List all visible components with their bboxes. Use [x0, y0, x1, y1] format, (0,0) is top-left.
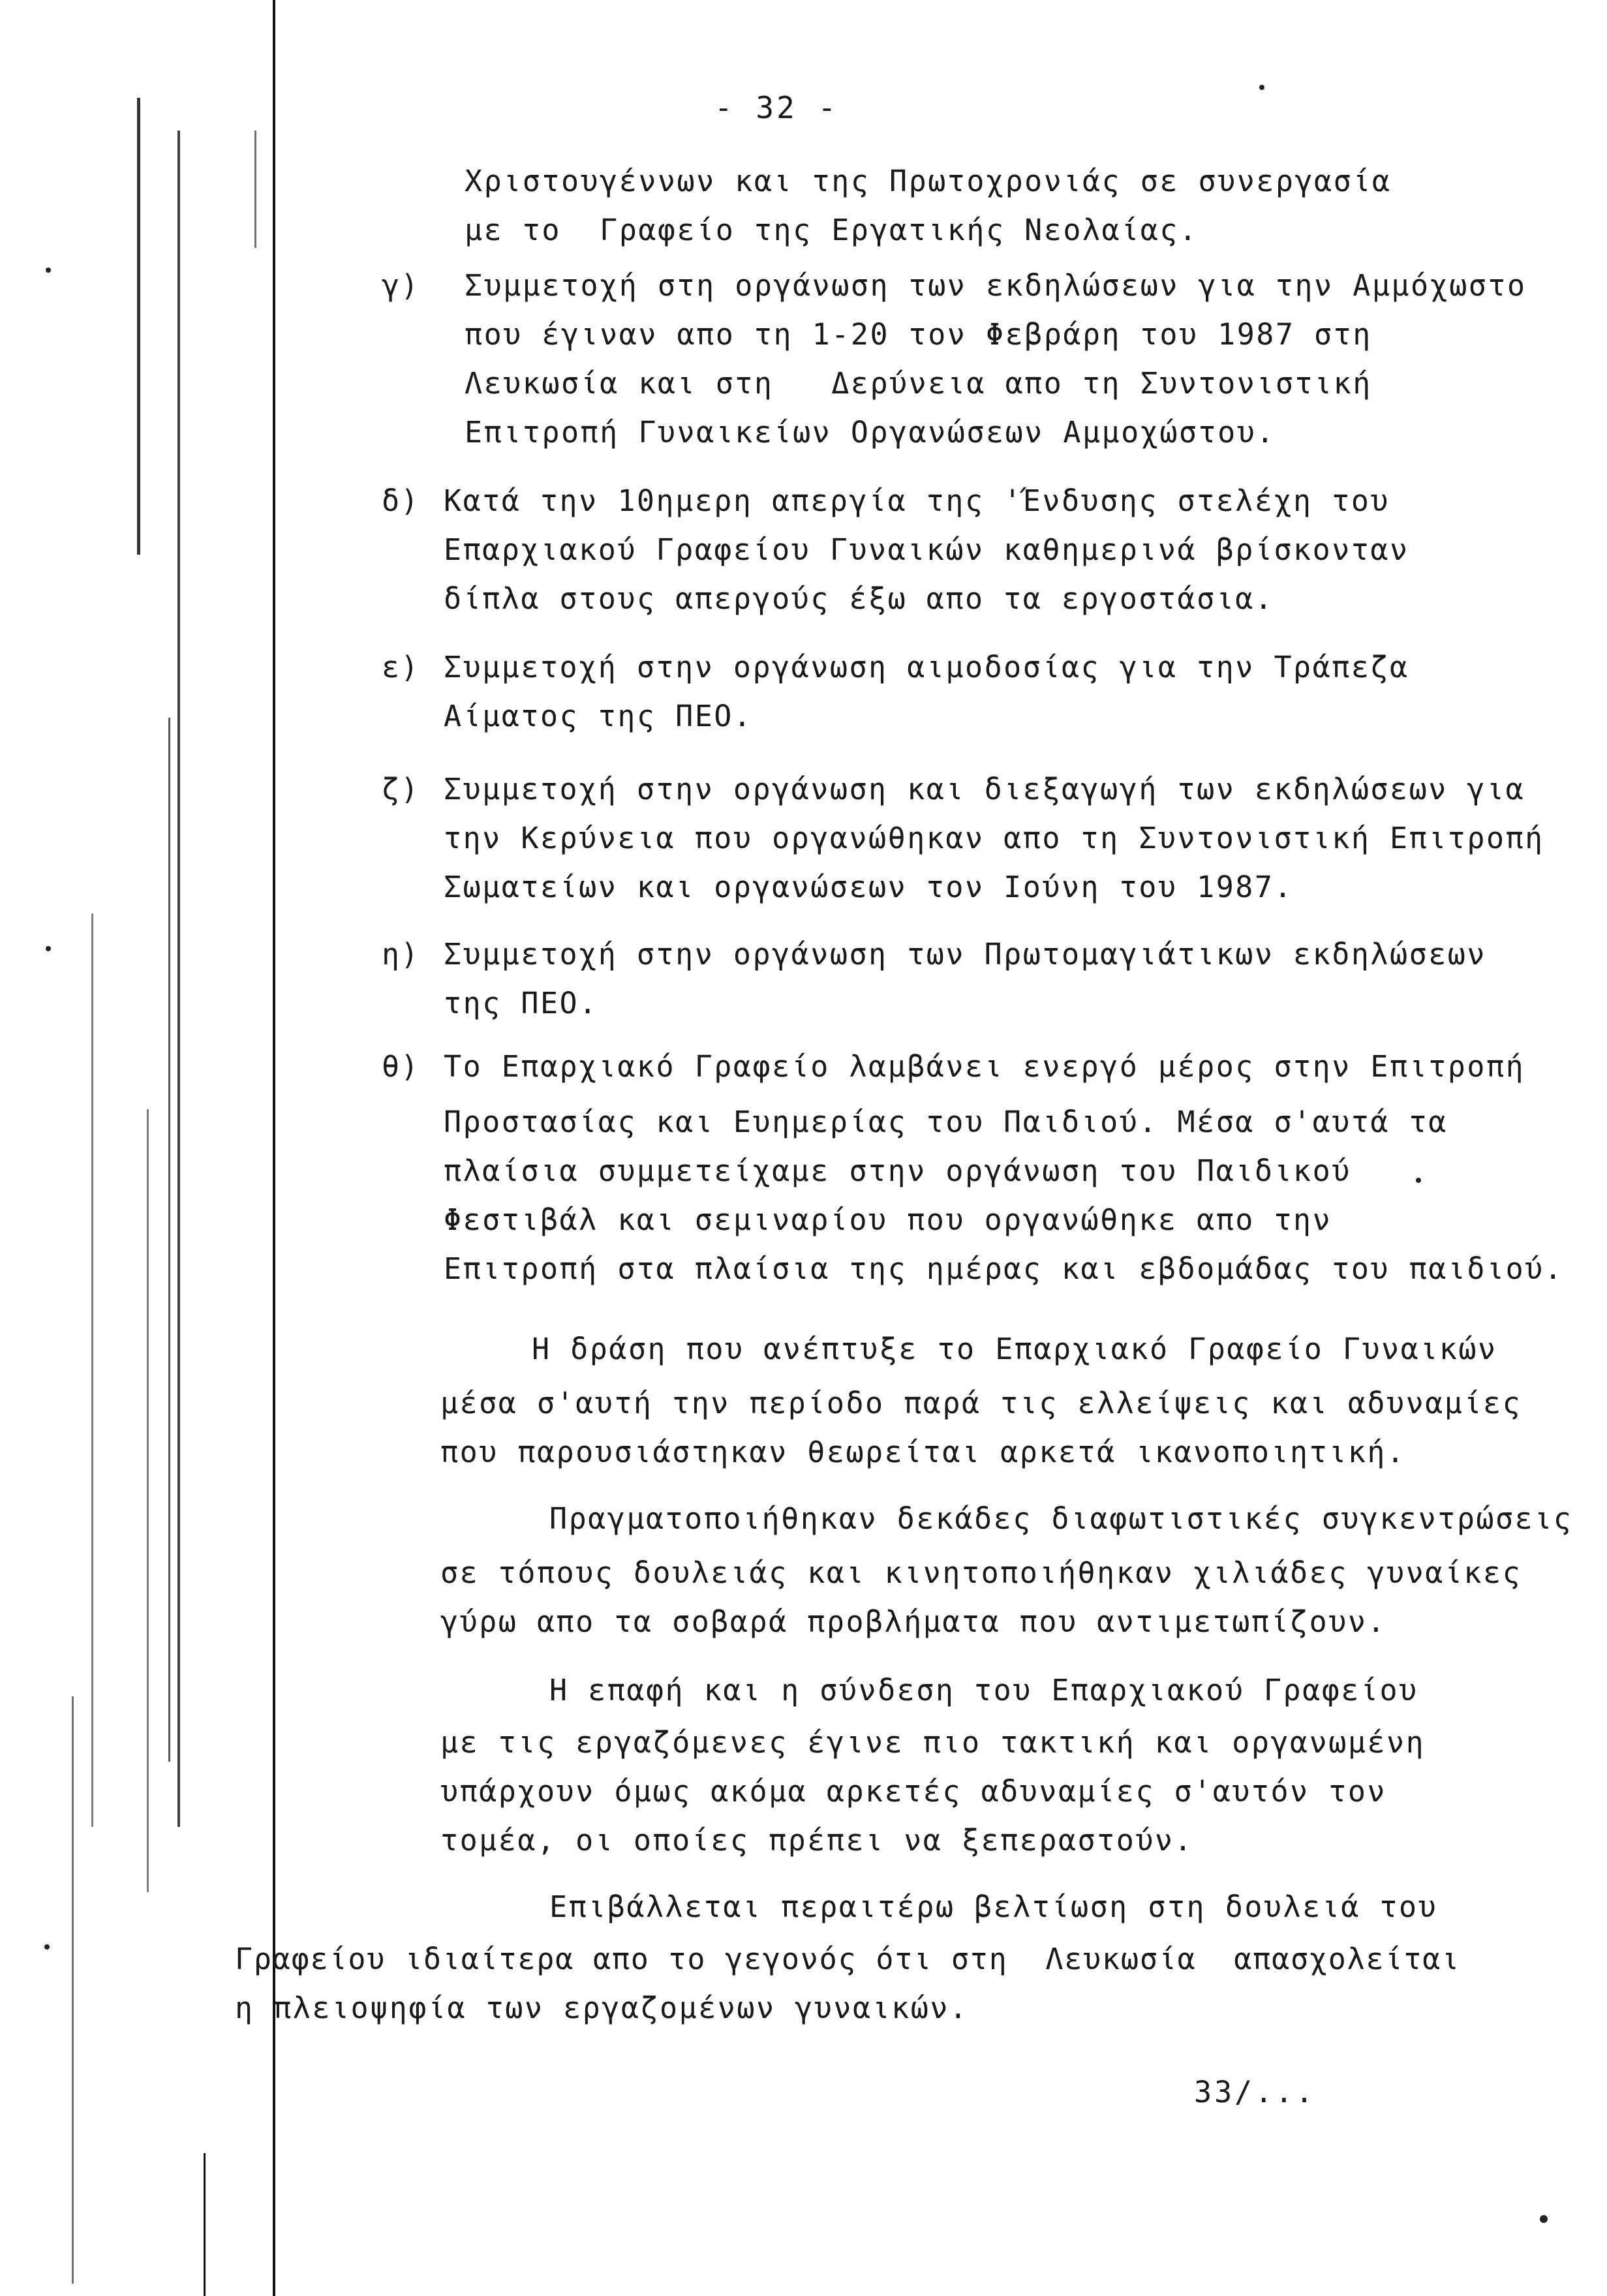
list-marker: δ): [382, 483, 420, 518]
scan-speck: [46, 946, 51, 951]
text-line: Συμμετοχή στην οργάνωση αιμοδοσίας για την Τράπεζα: [444, 650, 1409, 684]
text-line: Αίματος της ΠΕΟ.: [444, 699, 753, 733]
text-line: της ΠΕΟ.: [444, 986, 598, 1020]
text-line: Το Επαρχιακό Γραφείο λαμβάνει ενεργό μέρος στην Επιτροπή: [444, 1049, 1525, 1084]
text-line: Επιβάλλεται περαιτέρω βελτίωση στη δουλειά του: [549, 1890, 1438, 1924]
scan-speck: [1259, 85, 1264, 90]
binding-rule: [91, 913, 93, 1827]
text-line: Επιτροπή Γυναικείων Οργανώσεων Αμμοχώστου.: [465, 415, 1276, 450]
text-line: Λευκωσία και στη Δερύνεια απο τη Συντονιστική: [465, 366, 1372, 401]
text-line: Συμμετοχή στην οργάνωση των Πρωτομαγιάτικων εκδηλώσεων: [444, 937, 1486, 972]
text-line: Χριστουγέννων και της Πρωτοχρονιάς σε συνεργασία: [465, 164, 1392, 198]
text-line: Επαρχιακού Γραφείου Γυναικών καθημερινά βρίσκονταν: [444, 532, 1409, 567]
text-line: που παρουσιάστηκαν θεωρείται αρκετά ικανοποιητική.: [440, 1435, 1406, 1469]
text-line: Πραγματοποιήθηκαν δεκάδες διαφωτιστικές συγκεντρώσεις: [549, 1501, 1573, 1536]
text-line: Σωματείων και οργανώσεων τον Ιούνη του 1987.: [444, 870, 1294, 904]
scan-speck: [44, 1944, 50, 1950]
binding-rule: [254, 130, 256, 248]
text-line: Προστασίας και Ευημερίας του Παιδιού. Μέσα σ'αυτά τα: [444, 1105, 1448, 1139]
text-line: με τις εργαζόμενες έγινε πιο τακτική και οργανωμένη: [440, 1725, 1426, 1760]
text-line: υπάρχουν όμως ακόμα αρκετές αδυναμίες σ'αυτόν τον: [440, 1774, 1387, 1809]
text-line: σε τόπους δουλειάς και κινητοποιήθηκαν χιλιάδες γυναίκες: [440, 1555, 1522, 1590]
text-line: Συμμετοχή στη οργάνωση των εκδηλώσεων για την Αμμόχωστο: [465, 268, 1527, 303]
text-line: δίπλα στους απεργούς έξω απο τα εργοστάσια.: [444, 581, 1274, 616]
list-marker: γ): [382, 268, 420, 303]
binding-rule: [204, 2153, 206, 2296]
text-line: μέσα σ'αυτή την περίοδο παρά τις ελλείψεις και αδυναμίες: [440, 1386, 1522, 1420]
text-line: την Κερύνεια που οργανώθηκαν απο τη Συντονιστική Επιτροπή: [444, 821, 1544, 855]
page-continuation-marker: 33/...: [1194, 2075, 1316, 2109]
text-line: Κατά την 10ημερη απεργία της 'Ένδυσης στελέχη του: [444, 483, 1390, 518]
text-line: γύρω απο τα σοβαρά προβλήματα που αντιμετωπίζουν.: [440, 1604, 1387, 1639]
text-line: Η επαφή και η σύνδεση του Επαρχιακού Γραφείου: [549, 1673, 1418, 1707]
binding-rule: [147, 1109, 149, 1892]
text-line: Η δράση που ανέπτυξε το Επαρχιακό Γραφείο Γυναικών: [532, 1332, 1497, 1366]
binding-rule: [72, 1696, 74, 2284]
text-line: πλαίσια συμμετείχαμε στην οργάνωση του Παιδικού: [444, 1154, 1351, 1188]
text-line: Συμμετοχή στην οργάνωση και διεξαγωγή των εκδηλώσεων για: [444, 772, 1525, 806]
text-line: τομέα, οι οποίες πρέπει να ξεπεραστούν.: [440, 1823, 1194, 1858]
text-line: με το Γραφείο της Εργατικής Νεολαίας.: [465, 213, 1199, 247]
text-line: Επιτροπή στα πλαίσια της ημέρας και εβδομάδας του παιδιού.: [444, 1251, 1564, 1286]
scan-speck: [1540, 2215, 1548, 2223]
page-number: - 32 -: [714, 90, 839, 125]
text-line: Γραφείου ιδιαίτερα απο το γεγονός ότι στη Λευκωσία απασχολείται: [235, 1942, 1460, 1976]
text-line: που έγιναν απο τη 1-20 τον Φεβράρη του 1987 στη: [465, 317, 1372, 352]
scan-speck: [46, 268, 51, 273]
scan-speck: [1416, 1178, 1421, 1183]
binding-rule: [168, 718, 170, 1762]
text-line: η πλειοψηφία των εργαζομένων γυναικών.: [235, 1991, 969, 2025]
list-marker: ε): [382, 650, 420, 684]
list-marker: θ): [382, 1049, 420, 1084]
list-marker: ζ): [382, 772, 420, 806]
list-marker: η): [382, 937, 420, 972]
text-line: Φεστιβάλ και σεμιναρίου που οργανώθηκε απο την: [444, 1202, 1332, 1237]
binding-rule: [177, 130, 180, 1827]
binding-rule: [137, 98, 140, 555]
